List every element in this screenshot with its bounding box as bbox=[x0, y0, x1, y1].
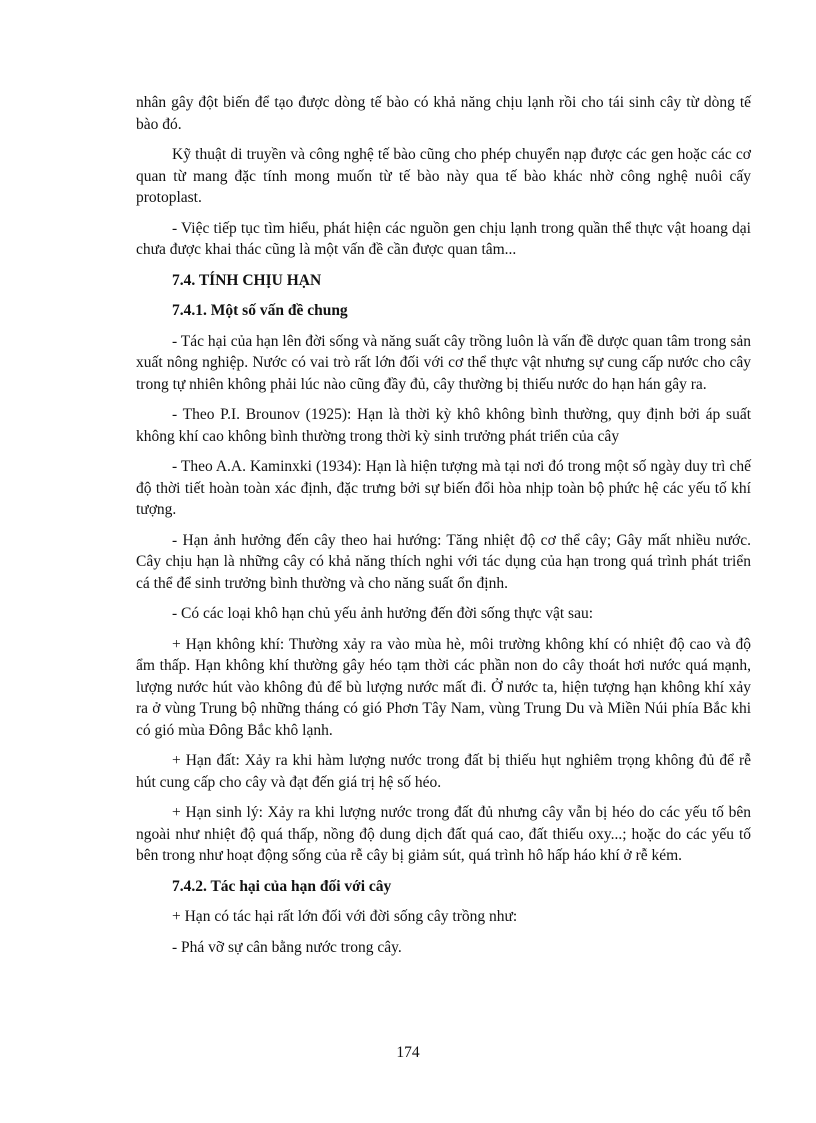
paragraph-kaminxki-definition: - Theo A.A. Kaminxki (1934): Hạn là hiện tượng mà tại nơi đó trong một số ngày duy trì chế độ thời tiết hoàn toàn xác định, đặc trưng bởi sự biến đổi hòa nhịp toàn bộ phức hệ các yếu tố khí tượng. bbox=[136, 458, 751, 518]
paragraph-brounov-definition: - Theo P.I. Brounov (1925): Hạn là thời kỳ khô không bình thường, quy định bởi áp suất không khí cao không bình thường trong thời kỳ sinh trưởng phát triển của cây bbox=[136, 406, 751, 445]
paragraph-air-drought: + Hạn không khí: Thường xảy ra vào mùa hè, môi trường không khí có nhiệt độ cao và độ ẩm thấp. Hạn không khí thường gây héo tạm thời các phần non do cây thoát hơi nước quá mạnh, lượng nước hút vào không đủ để bù lượng nước mất đi. Ở nước ta, hiện tượng hạn không khí xảy ra ở vùng Trung bộ những tháng có gió Phơn Tây Nam, vùng Trung Du và Miền Núi phía Bắc khi có gió mùa Đông Bắc khô lạnh. bbox=[136, 635, 751, 739]
subsection-heading-drought-harm: 7.4.2. Tác hại của hạn đối với cây bbox=[172, 877, 392, 895]
paragraph-drought-types-intro: - Có các loại khô hạn chủ yếu ảnh hưởng đến đời sống thực vật sau: bbox=[172, 605, 594, 622]
paragraph-cold-tolerance-genes: - Việc tiếp tục tìm hiểu, phát hiện các nguồn gen chịu lạnh trong quần thể thực vật hoang dại chưa được khai thác cũng là một vấn đề cần được quan tâm... bbox=[136, 219, 751, 258]
section-heading: 7.4. TÍNH CHỊU HẠN bbox=[172, 271, 322, 289]
paragraph-soil-drought: + Hạn đất: Xảy ra khi hàm lượng nước trong đất bị thiếu hụt nghiêm trọng không đủ để rễ hút cung cấp cho cây và đạt đến giá trị hệ số héo. bbox=[136, 752, 751, 791]
subsection-heading-general-issues: 7.4.1. Một số vấn đề chung bbox=[172, 302, 348, 319]
paragraph-drought-effects: - Hạn ảnh hưởng đến cây theo hai hướng: Tăng nhiệt độ cơ thể cây; Gây mất nhiều nước. Cây chịu hạn là những cây có khả năng thích nghi với tác dụng của hạn trong quá trình phát triển cá thể để sinh trưởng bình thường và cho năng suất ổn định. bbox=[136, 531, 751, 592]
paragraph-continuation: nhân gây đột biến để tạo được dòng tế bào có khả năng chịu lạnh rồi cho tái sinh cây từ dòng tế bào đó. bbox=[136, 94, 751, 133]
paragraph-water-balance: - Phá vỡ sự cân bằng nước trong cây. bbox=[172, 938, 402, 956]
paragraph-physiological-drought: + Hạn sinh lý: Xảy ra khi lượng nước trong đất đủ nhưng cây vẫn bị héo do các yếu tố bên ngoài như nhiệt độ quá thấp, nồng độ dung dịch đất quá cao, đất thiếu oxy...; hoặc do các yếu tố bên trong như hoạt động sống của rễ cây bị giảm sút, quá trình hô hấp háo khí ở rễ kém. bbox=[136, 804, 751, 864]
paragraph-harm-intro: + Hạn có tác hại rất lớn đối với đời sống cây trồng như: bbox=[172, 908, 518, 925]
page-number: 174 bbox=[396, 1044, 420, 1061]
paragraph-drought-harm: - Tác hại của hạn lên đời sống và năng suất cây trồng luôn là vấn đề dược quan tâm trong sản xuất nông nghiệp. Nước có vai trò rất lớn đối với cơ thể thực vật nhưng sự cung cấp nước cho cây trong tự nhiên không phải lúc nào cũng đầy đủ, cây thường bị thiếu nước do hạn hán gây ra. bbox=[136, 332, 751, 393]
paragraph-genetic-engineering: Kỹ thuật di truyền và công nghệ tế bào cũng cho phép chuyển nạp được các gen hoặc các cơ quan từ mang đặc tính mong muốn từ tế bào này qua tế bào khác nhờ công nghệ nuôi cấy protoplast. bbox=[136, 146, 751, 206]
page-body bbox=[136, 92, 751, 967]
